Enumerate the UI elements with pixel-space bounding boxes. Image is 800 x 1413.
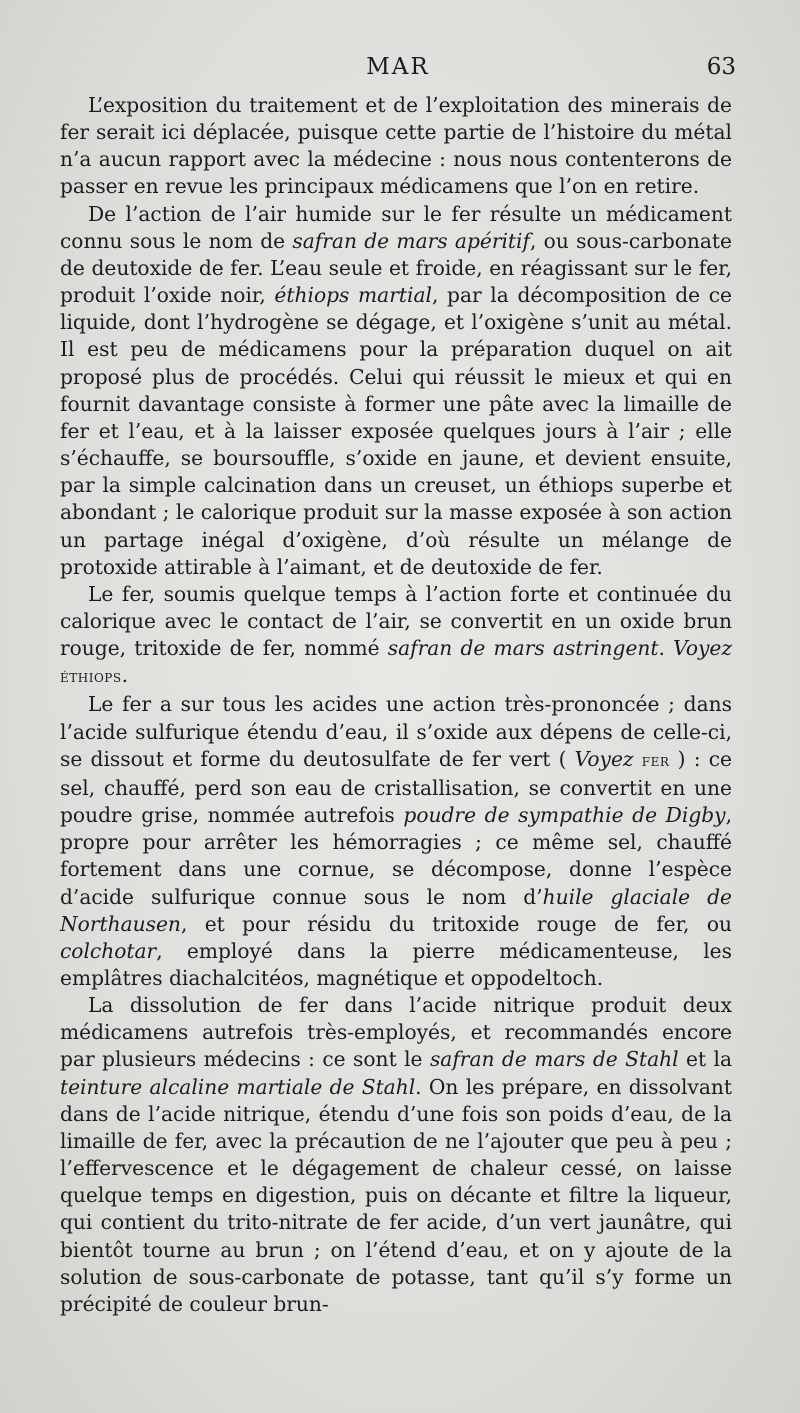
italic-term: éthiops martial — [274, 283, 432, 308]
italic-term: colchotar — [60, 938, 157, 963]
italic-term: Voyez — [574, 746, 634, 771]
italic-term: safran de mars de Stahl — [429, 1047, 679, 1072]
text-run: Le fer, soumis quelque temps à l’action forte et continuée du calorique avec le contact de l’air, se convertit en un oxide brun rouge, tritoxide de fer, nommé — [60, 581, 732, 661]
text-run: De l’action de l’air humide sur le fer résulte un médicament connu sous le nom de — [60, 201, 732, 253]
paragraph-5 — [60, 992, 732, 1318]
paragraph-4 — [60, 691, 732, 992]
italic-term: poudre de sympathie de Digby — [403, 803, 726, 828]
paragraph-3 — [60, 581, 732, 692]
running-head — [60, 54, 736, 94]
italic-term: safran de mars apéritif — [292, 228, 530, 253]
text-run: , employé dans la pierre médicamenteuse, les emplâtres diachalcitéos, magnétique et oppodeltoch. — [60, 938, 732, 990]
paragraph-1 — [60, 92, 732, 201]
small-caps-ref: fer — [641, 750, 670, 771]
text-run: , propre pour arrêter les hémorragies ; ce même sel, chauffé fortement dans une cornue, se décompose, donne l’espèce d’acide sulfurique connue sous le nom d’ — [60, 803, 732, 909]
text-run: , par la décomposition de ce liquide, dont l’hydrogène se dégage, et l’oxigène s’unit au métal. Il est peu de médicamens pour la préparation duquel on ait proposé plus de procédés. Celui qui réussit le mieux et qui en fournit davantage consiste à former une pâte avec la limaille de fer et l’eau, et à la laisser exposée quelques jours à l’air ; elle s’échauffe, se boursouffle, s’oxide en jaune, et devient ensuite, par la simple calcination dans un creuset, un éthiops superbe et abondant ; le calorique produit sur la masse exposée à son action un partage inégal d’oxigène, d’où résulte un mélange de protoxide attirable à l’aimant, et de deutoxide de fer. — [60, 283, 732, 579]
text-run: L’exposition du traitement et de l’exploitation des minerais de fer serait ici déplacée, puisque cette partie de l’histoire du métal n’a aucun rapport avec la médecine : nous nous contenterons de passer en revue les principaux médicamens que l’on en retire. — [60, 93, 732, 199]
italic-term: Voyez — [673, 636, 733, 661]
text-run: . — [658, 636, 674, 661]
text-run: et la — [678, 1047, 732, 1072]
text-run: ) : ce sel, chauffé, perd son eau de cristallisation, se convertit en une poudre grise, nommée autrefois — [60, 746, 732, 828]
italic-term: safran de mars astringent — [387, 636, 659, 661]
italic-term: huile glaciale de Northausen — [60, 884, 732, 936]
paragraph-2 — [60, 201, 732, 581]
text-run: Le fer a sur tous les acides une action très-prononcée ; dans l’acide sulfurique étendu d’eau, il s’oxide aux dépens de celle-ci, se dissout et forme du deutosulfate de fer vert ( — [60, 692, 732, 771]
text-run: , et pour résidu du tritoxide rouge de fer, ou — [180, 911, 732, 936]
text-run: . — [121, 663, 129, 688]
italic-term: teinture alcaline martiale de Stahl — [60, 1074, 416, 1099]
text-run: . On les prépare, en dissolvant dans de l’acide nitrique, étendu d’une fois son poids d’eau, de la limaille de fer, avec la précaution de ne l’ajouter que peu à peu ; l’effervescence et le dégagement de chaleur cessé, on laisse quelque temps en digestion, puis on décante et filtre la liqueur, qui contient du trito-nitrate de fer acide, d’un vert jaunâtre, qui bientôt tourne au brun ; on l’étend d’eau, et on y ajoute de la solution de sous-carbonate de potasse, tant qu’il s’y forme un précipité de couleur brun- — [60, 1074, 732, 1316]
small-caps-ref: éthiops — [60, 667, 122, 688]
page-number: 63 — [706, 54, 736, 80]
running-title: MAR — [366, 54, 430, 80]
text-run: La dissolution de fer dans l’acide nitrique produit deux médicamens autrefois très-employés, et recommandés encore par plusieurs médecins : ce sont le — [60, 993, 732, 1072]
text-run: , ou sous-carbonate de deutoxide de fer. L’eau seule et froide, en réagissant sur le fer, produit l’oxide noir, — [60, 228, 732, 308]
text-run — [634, 747, 642, 771]
body-text — [60, 92, 732, 1318]
